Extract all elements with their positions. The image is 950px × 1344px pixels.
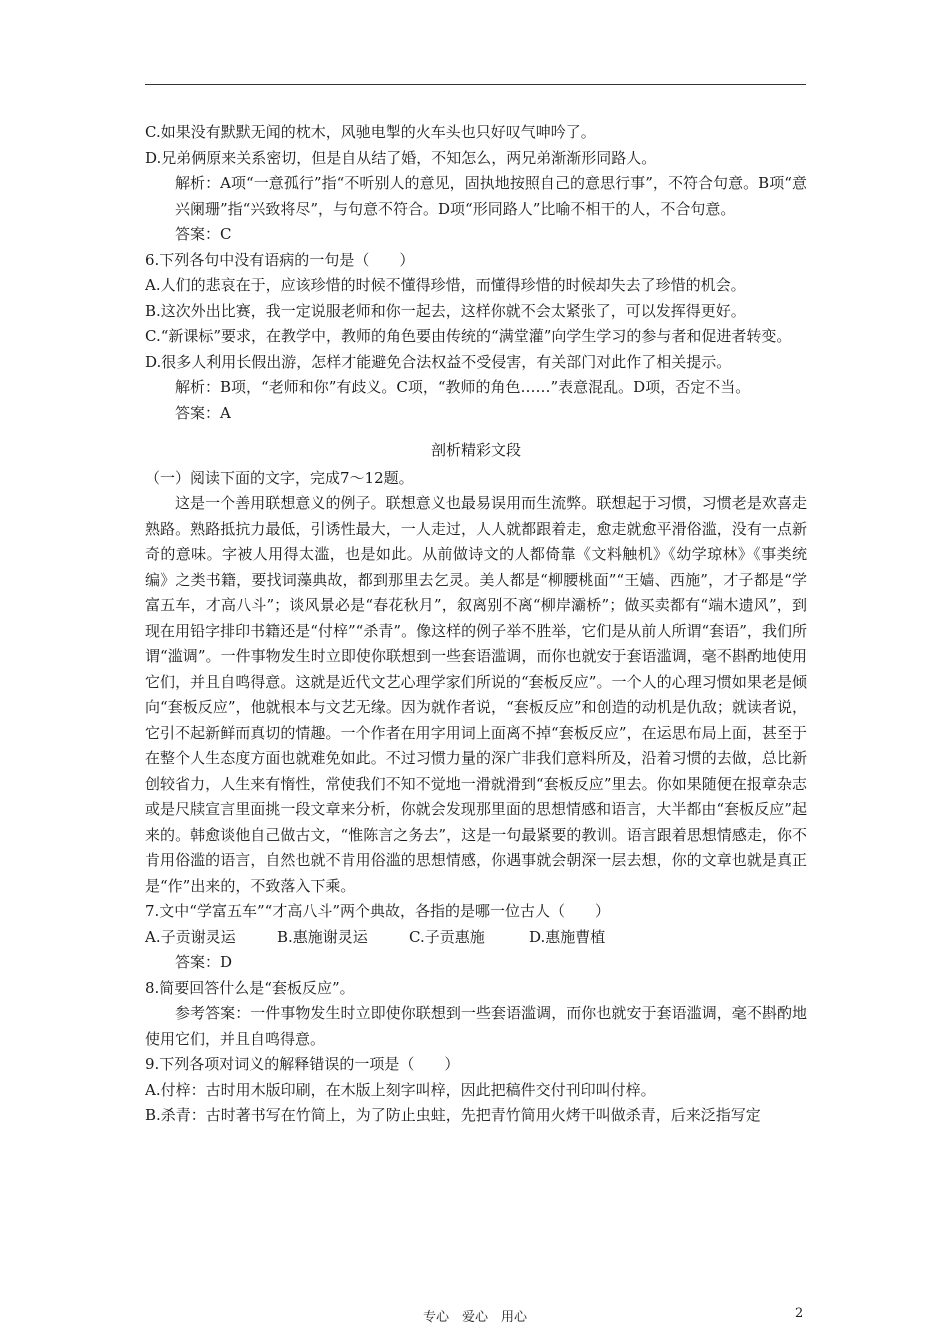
q6-option-c: C.“新课标”要求，在教学中，教师的角色要由传统的“满堂灌”向学生学习的参与者和促进者转变。 [145,327,792,345]
header-rule [145,84,806,85]
q6-option-b: B.这次外出比赛，我一定说服老师和你一起去，这样你就不会太紧张了，可以发挥得更好。 [145,301,746,320]
question-9: 9.下列各项对词义的解释错误的一项是（ ） [145,1055,460,1073]
analysis-q6: 解析：B项，“老师和你”有歧义。C项，“教师的角色……”表意混乱。D项，否定不当。 [175,378,751,396]
analysis-q5: 解析：A项“一意孤行”指“不听别人的意见，固执地按照自己的意思行事”，不符合句意。B项“意兴阑珊”指“兴致将尽”，与句意不符合。D项“形同路人”比喻不相干的人，不合句意。 [175,174,807,218]
reading-passage: 这是一个善用联想意义的例子。联想意义也最易误用而生流弊。联想起于习惯，习惯老是欢喜走熟路。熟路抵抗力最低，引诱性最大，一人走过，人人就都跟着走，愈走就愈平滑俗滥，没有一点新奇的意味。字被人用得太滥，也是如此。从前做诗文的人都倚靠《文料触机》《幼学琼林》《事类统编》之类书籍，要找词藻典故，都到那里去乞灵。美人都是“柳腰桃面”“王嫱、西施”，才子都是“学富五车，才高八斗”；谈风景必是“春花秋月”，叙离别不离“柳岸灞桥”；做买卖都有“端木遗风”，到现在用铅字排印书籍还是“付梓”“杀青”。像这样的例子举不胜举，它们是从前人所谓“套语”，我们所谓“滥调”。一件事物发生时立即使你联想到一些套语滥调，而你也就安于套语滥调，毫不斟酌地使用它们，并且自鸣得意。这就是近代文艺心理学家们所说的“套板反应”。一个人的心理习惯如果老是倾向“套板反应”，他就根本与文艺无缘。因为就作者说，“套板反应”和创造的动机是仇敌；就读者说，它引不起新鲜而真切的情趣。一个作者在用字用词上面离不掉“套板反应”，在运思布局上面，甚至于在整个人生态度方面也就难免如此。不过习惯力量的深广非我们意料所及，沿着习惯的去做，总比新创较省力，人生来有惰性，常使我们不知不觉地一滑就滑到“套板反应”里去。你如果随便在报章杂志或是尺牍宣言里面挑一段文章来分析，你就会发现那里面的思想情感和语言，大半都由“套板反应”起来的。韩愈谈他自己做古文，“惟陈言之务去”，这是一句最紧要的教训。语言跟着思想情感走，你不肯用俗滥的语言，自然也就不肯用俗滥的思想情感，你遇事就会朝深一层去想，你的文章也就是真正是“作”出来的，不致落入下乘。 [145,494,807,895]
q7-options [145,925,807,951]
option-c-line: C.如果没有默默无闻的枕木，风驰电掣的火车头也只好叹气呻吟了。 [145,123,596,141]
answer-q8: 参考答案：一件事物发生时立即使你联想到一些套语滥调，而你也就安于套语滥调，毫不斟酌地使用它们，并且自鸣得意。 [145,1004,807,1048]
q7-option-c: C.子贡惠施 [409,927,485,946]
question-8: 8.简要回答什么是“套板反应”。 [145,978,355,997]
page-content [145,120,807,1129]
answer-q6: 答案：A [175,403,231,422]
question-7: 7.文中“学富五车”“才高八斗”两个典故，各指的是哪一位古人（ ） [145,902,610,920]
answer-q5: 答案：C [175,225,232,243]
section-intro: （一）阅读下面的文字，完成7～12题。 [145,468,414,487]
q9-option-a: A.付梓：古时用木版印刷，在木版上刻字叫梓，因此把稿件交付刊印叫付梓。 [145,1080,656,1099]
q7-option-b: B.惠施谢灵运 [277,927,368,946]
option-d-line: D.兄弟俩原来关系密切，但是自从结了婚，不知怎么，两兄弟渐渐形同路人。 [145,148,657,167]
question-6: 6.下列各句中没有语病的一句是（ ） [145,250,415,269]
answer-q7: 答案：D [175,953,233,971]
q9-option-b: B.杀青：古时著书写在竹简上，为了防止虫蛀，先把青竹简用火烤干叫做杀青，后来泛指写定 [145,1106,761,1124]
page-number: 2 [795,1306,804,1321]
footer-motto: 专心 爱心 用心 [422,1310,527,1325]
q7-option-d: D.惠施曹植 [529,927,606,946]
q6-option-a: A.人们的悲哀在于，应该珍惜的时候不懂得珍惜，而懂得珍惜的时候却失去了珍惜的机会。 [145,276,746,294]
q6-option-d: D.很多人利用长假出游，怎样才能避免合法权益不受侵害，有关部门对此作了相关提示。 [145,352,732,371]
section-title: 剖析精彩文段 [430,441,521,459]
q7-option-a: A.子贡谢灵运 [145,927,236,946]
